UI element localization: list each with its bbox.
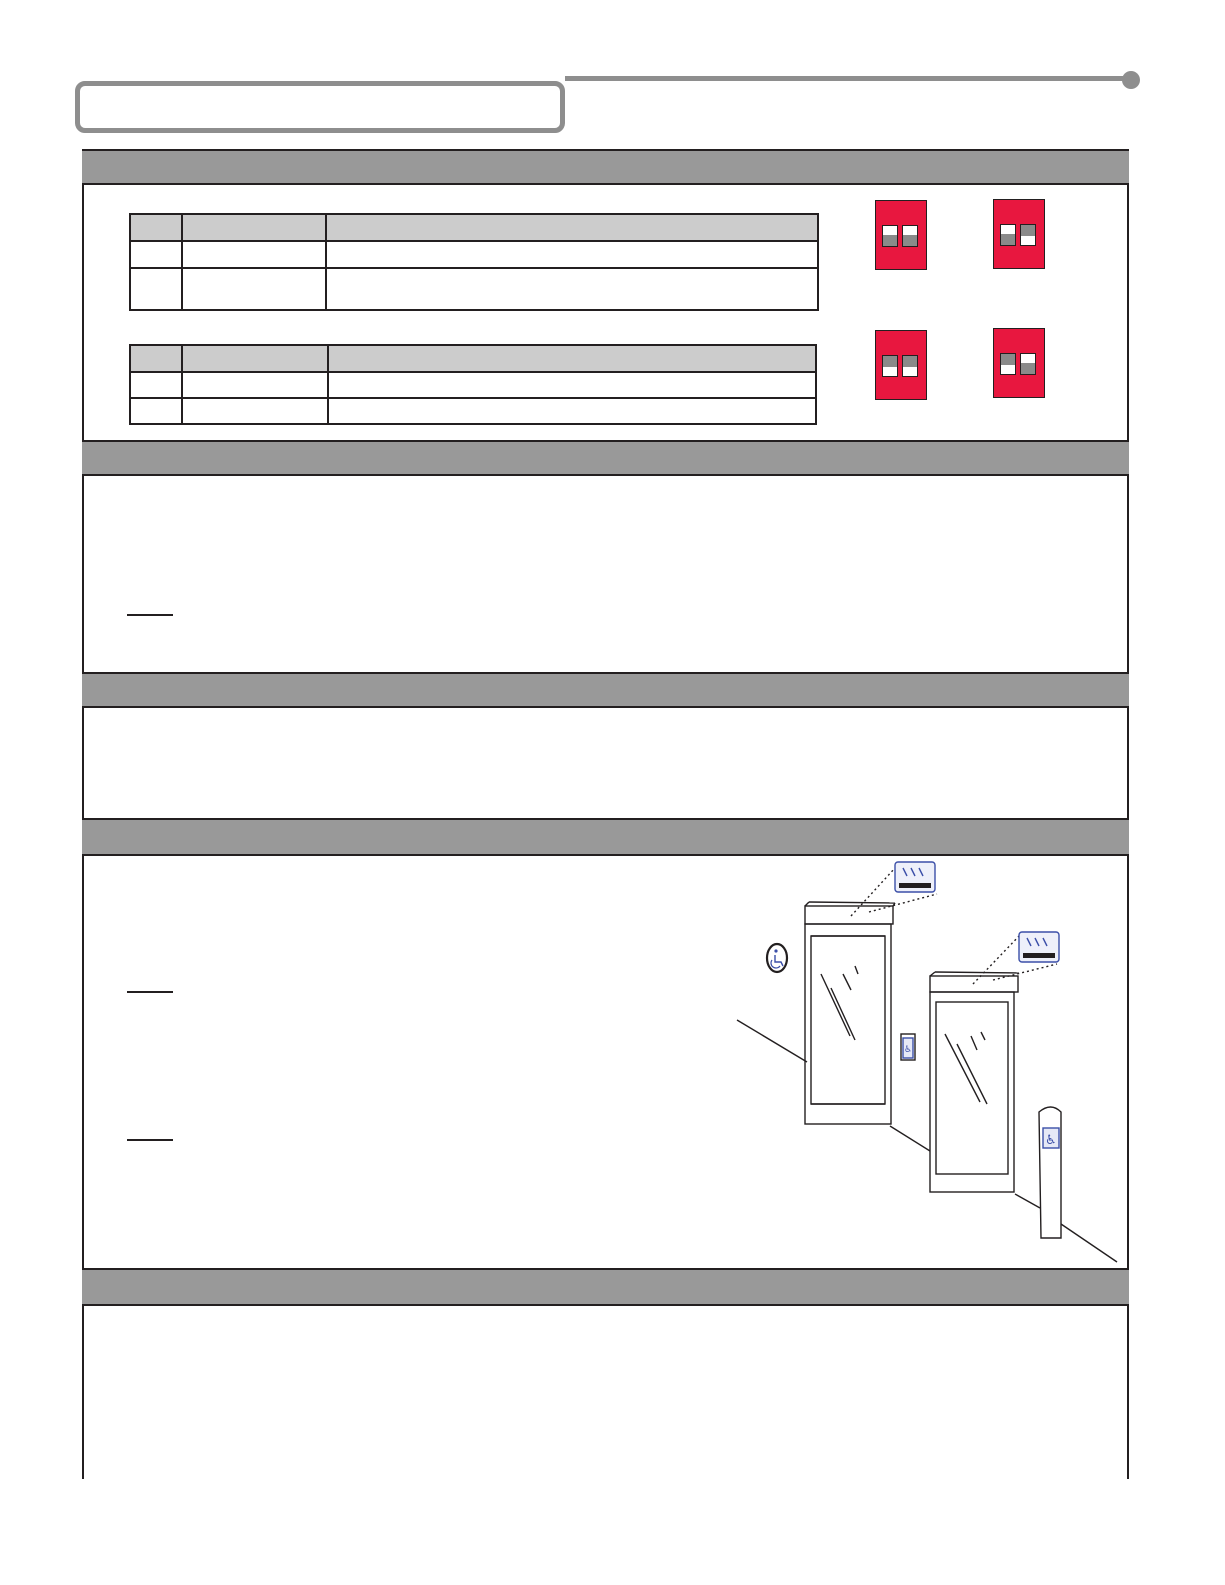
dip-toggle-2 [902,225,918,247]
table-cell [130,268,182,310]
table-cell [182,345,328,372]
table-cell [130,398,182,424]
section-band-3 [82,672,1129,708]
dip-switch-c [875,330,927,400]
automatic-door-2 [930,972,1019,1192]
header-rule-endpoint [1122,71,1140,89]
table-row [130,268,818,310]
dip-toggle-2 [1020,224,1036,246]
wheelchair-icon: ♿ [1045,1133,1057,1148]
section-band-5 [82,1268,1129,1306]
sensor-detail-2 [1019,932,1059,962]
table-cell [182,214,326,241]
table-cell [182,241,326,268]
svg-text:♿: ♿ [904,1045,913,1055]
wall-line [737,1020,807,1062]
note-underline [127,991,173,993]
table-header-row [130,345,816,372]
table-cell [328,345,816,372]
table-cell [182,268,326,310]
table-header-row [130,214,818,241]
table-cell [182,372,328,398]
table-row [130,241,818,268]
dip-toggle-1 [1000,224,1016,246]
section-band-1 [82,149,1129,185]
push-button-bollard [1039,1107,1061,1238]
automatic-door-1 [805,902,895,1124]
table-cell [328,372,816,398]
table-cell [130,372,182,398]
table-cell [326,214,818,241]
table-cell [326,268,818,310]
dip-switch-b [993,199,1045,269]
wheelchair-icon [767,944,787,972]
sensor-detail-1 [895,862,935,892]
dip-toggle-1 [882,355,898,377]
dip-switch-d [993,328,1045,398]
dip-toggle-2 [902,355,918,377]
table-row [130,398,816,424]
dip-toggle-2 [1020,353,1036,375]
settings-table-1 [129,213,819,311]
section-band-2 [82,440,1129,476]
table-cell [130,345,182,372]
table-cell [130,214,182,241]
table-cell [182,398,328,424]
table-cell [328,398,816,424]
page-title-box [75,81,565,133]
dip-toggle-1 [882,225,898,247]
note-underline [127,614,173,616]
header-rule [565,76,1131,81]
settings-table-2 [129,344,817,425]
table-cell [326,241,818,268]
door-installation-illustration [725,856,1125,1268]
table-row [130,372,816,398]
table-cell [130,241,182,268]
dip-toggle-1 [1000,353,1016,375]
note-underline [127,1139,173,1141]
wheelchair-icon [901,1034,915,1060]
dip-switch-a [875,200,927,270]
section-band-4 [82,818,1129,856]
